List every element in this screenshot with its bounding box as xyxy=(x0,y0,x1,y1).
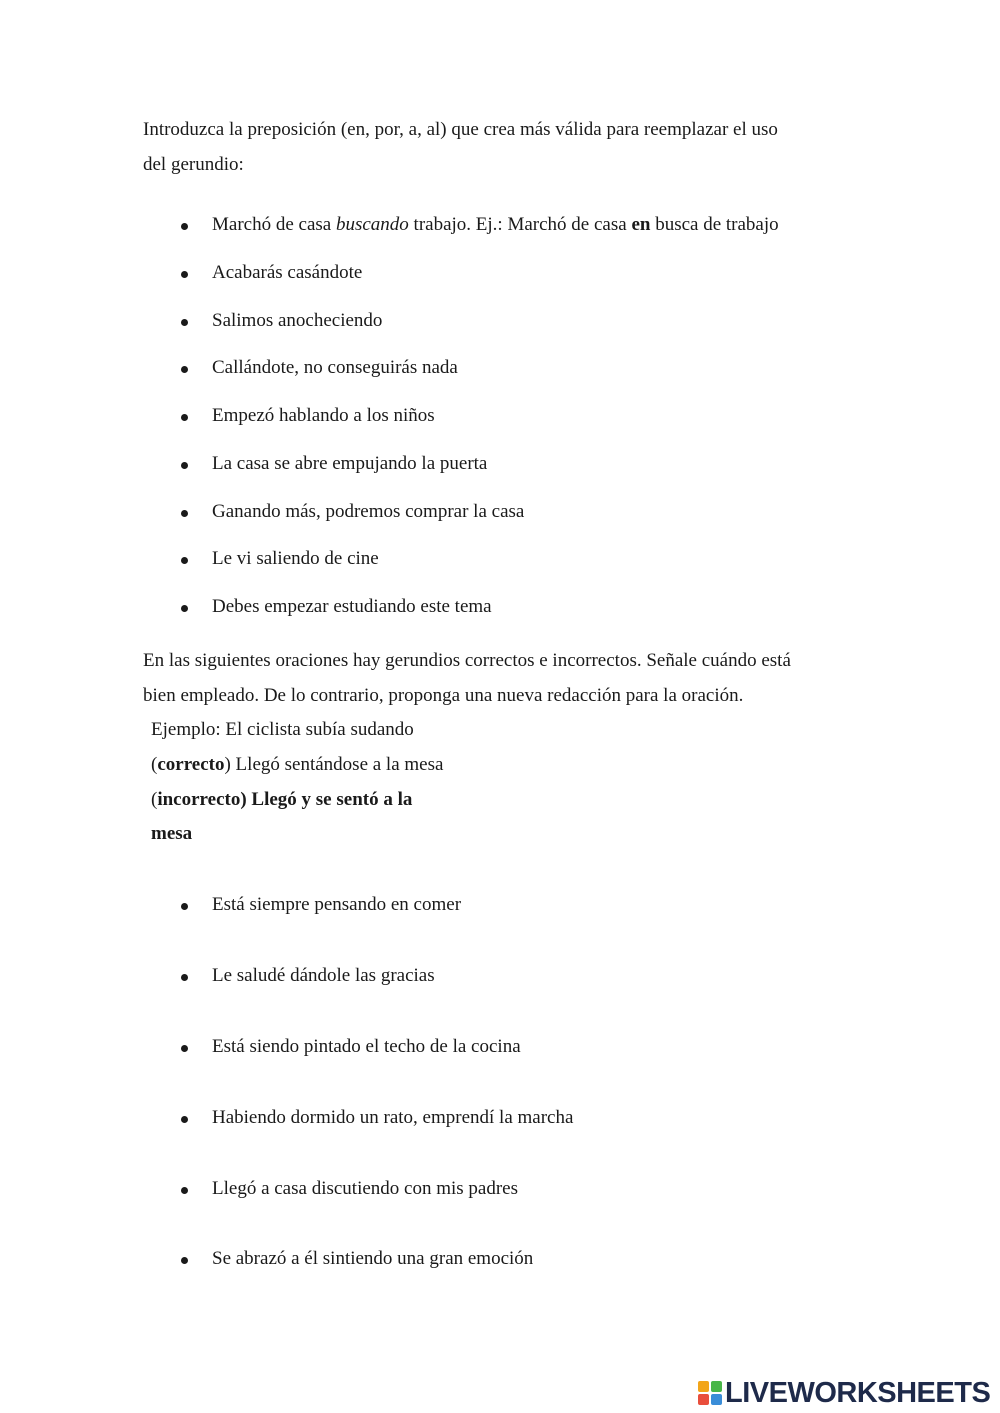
example-incorrect: (incorrecto) Llegó y se sentó a la xyxy=(151,789,413,810)
liveworksheets-logo-icon xyxy=(698,1381,722,1405)
bullet-icon xyxy=(181,974,188,981)
intro-line-1: Introduzca la preposición (en, por, a, al) que crea más válida para reemplazar el uso xyxy=(143,119,778,140)
list-item-text: Acabarás casándote xyxy=(212,262,363,283)
bullet-icon xyxy=(181,510,188,517)
bullet-icon xyxy=(181,366,188,373)
list-item-text: Debes empezar estudiando este tema xyxy=(212,596,492,617)
logo-square-icon xyxy=(711,1381,722,1392)
bullet-icon xyxy=(181,557,188,564)
list-item-text: Salimos anocheciendo xyxy=(212,310,383,331)
example-incorrect-continued: mesa xyxy=(151,823,193,844)
bullet-icon xyxy=(181,223,188,230)
liveworksheets-logo xyxy=(698,1378,990,1408)
bullet-icon xyxy=(181,1045,188,1052)
bullet-icon xyxy=(181,462,188,469)
list-item-text: Habiendo dormido un rato, emprendí la marcha xyxy=(212,1107,574,1128)
list-item-text: Callándote, no conseguirás nada xyxy=(212,357,458,378)
example-line: Ejemplo: El ciclista subía sudando xyxy=(151,719,414,740)
list-item-text: La casa se abre empujando la puerta xyxy=(212,453,488,474)
logo-square-icon xyxy=(698,1394,709,1405)
bullet-icon xyxy=(181,319,188,326)
logo-text: LIVEWORKSHEETS xyxy=(725,1377,991,1409)
list-item-text: Empezó hablando a los niños xyxy=(212,405,435,426)
bullet-icon xyxy=(181,414,188,421)
bullet-icon xyxy=(181,1116,188,1123)
logo-square-icon xyxy=(711,1394,722,1405)
list-item-text: Llegó a casa discutiendo con mis padres xyxy=(212,1178,519,1199)
example-correct: (correcto) Llegó sentándose a la mesa xyxy=(151,754,444,775)
list-item-text: Se abrazó a él sintiendo una gran emoción xyxy=(212,1248,534,1269)
bullet-icon xyxy=(181,903,188,910)
list-item-text: Está siempre pensando en comer xyxy=(212,894,462,915)
list-item-text: Le vi saliendo de cine xyxy=(212,548,379,569)
bullet-icon xyxy=(181,1187,188,1194)
section2-line-2: bien empleado. De lo contrario, proponga una nueva redacción para la oración. xyxy=(143,685,744,706)
bullet-icon xyxy=(181,271,188,278)
intro-line-2: del gerundio: xyxy=(143,154,244,175)
bullet-icon xyxy=(181,605,188,612)
logo-square-icon xyxy=(698,1381,709,1392)
list-item-text: Ganando más, podremos comprar la casa xyxy=(212,501,525,522)
list-item-text: Le saludé dándole las gracias xyxy=(212,965,435,986)
list-item-text: Está siendo pintado el techo de la cocina xyxy=(212,1036,521,1057)
example-sentence: Marchó de casa buscando trabajo. Ej.: Marchó de casa en busca de trabajo xyxy=(212,214,779,235)
bullet-icon xyxy=(181,1257,188,1264)
section2-line-1: En las siguientes oraciones hay gerundios correctos e incorrectos. Señale cuándo está xyxy=(143,650,791,671)
